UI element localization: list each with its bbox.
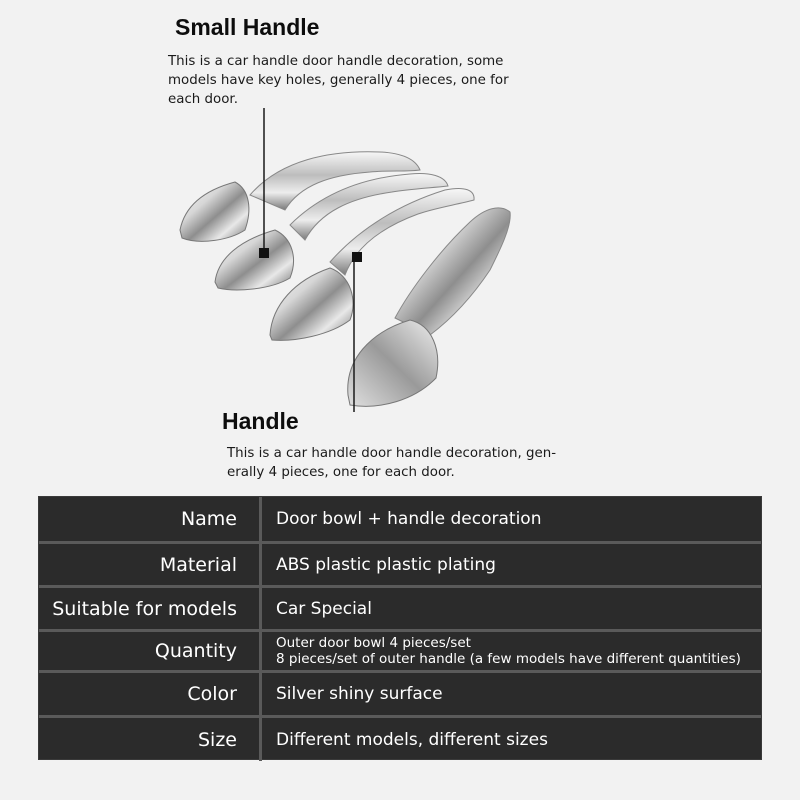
spec-row-material (39, 544, 761, 585)
small-handle-title: Small Handle (175, 14, 320, 40)
spec-value: Different models, different sizes (276, 729, 548, 750)
spec-label: Name (180, 508, 237, 530)
spec-value: Car Special (276, 598, 372, 619)
small-handle-description: This is a car handle door handle decoration, some models have key holes, generally 4 pieces, one for each door. (168, 54, 509, 107)
spec-value: ABS plastic plastic plating (276, 554, 496, 575)
handle-description: This is a car handle door handle decoration, gen- erally 4 pieces, one for each door. (227, 446, 557, 480)
spec-label: Quantity (154, 640, 237, 662)
spec-label: Material (159, 553, 237, 576)
spec-label: Color (187, 683, 237, 705)
spec-value (262, 632, 761, 670)
spec-value: Silver shiny surface (276, 684, 443, 704)
handle-title: Handle (222, 408, 299, 434)
spec-row-quantity (39, 632, 761, 670)
spec-label: Size (197, 728, 237, 751)
spec-label: Suitable for models (52, 597, 237, 620)
spec-row-models (39, 588, 761, 629)
quantity-line-2: 8 pieces/set of outer handle (a few models have different quantities) (276, 651, 741, 667)
spec-table (38, 496, 762, 760)
spec-value: Door bowl + handle decoration (276, 509, 542, 529)
spec-row-color (39, 673, 761, 715)
spec-row-size (39, 718, 761, 761)
quantity-line-1: Outer door bowl 4 pieces/set (276, 635, 471, 651)
spec-row-name (39, 497, 761, 541)
